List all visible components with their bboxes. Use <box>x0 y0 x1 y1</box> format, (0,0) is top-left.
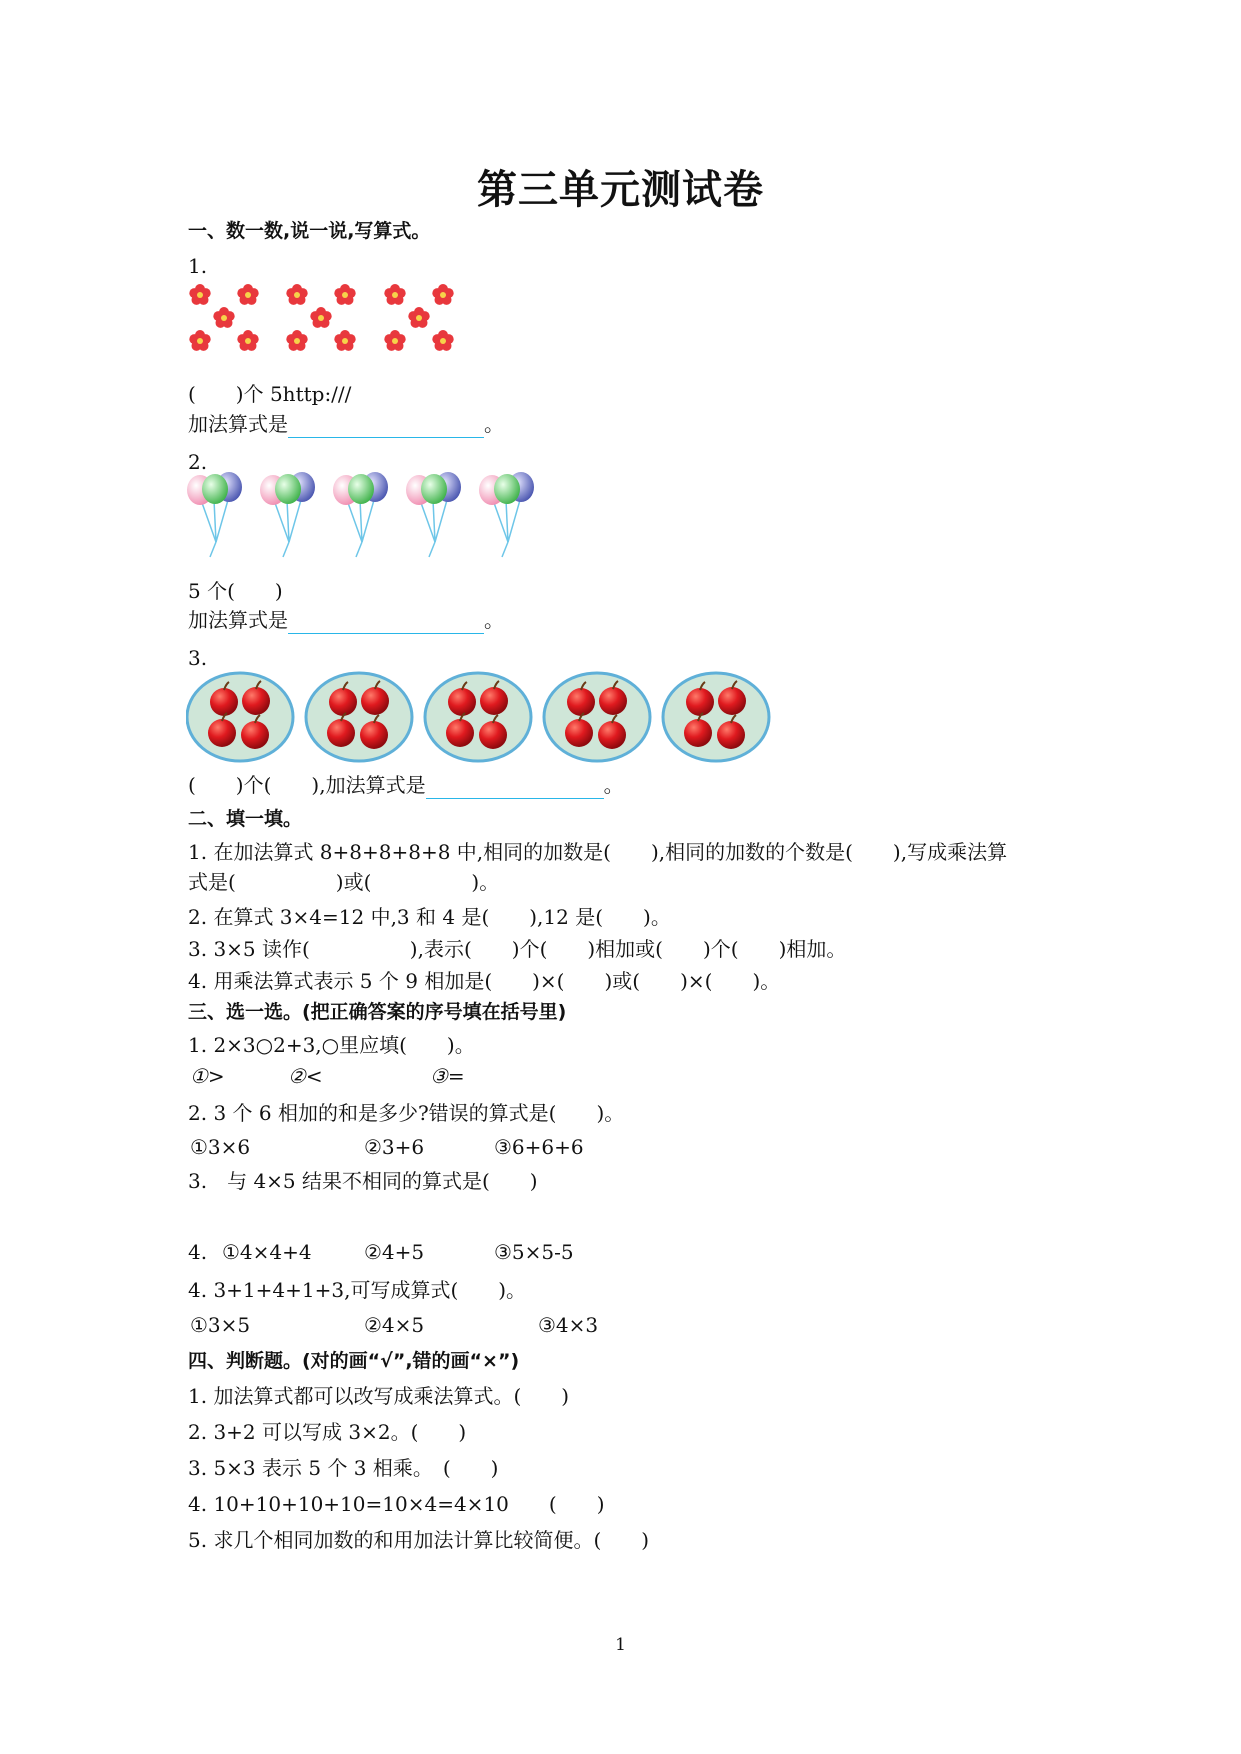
judge-item-3: 3. 5×3 表示 5 个 3 相乘。 ( ) <box>188 1456 499 1480</box>
choice-q2-option-2: ②3+6 <box>364 1135 425 1159</box>
fill-item-4: 4. 用乘法算式表示 5 个 9 相加是( )×( )或( )×( )。 <box>188 969 781 993</box>
fill-item-2: 2. 在算式 3×4=12 中,3 和 4 是( ),12 是( )。 <box>188 905 671 929</box>
q3-label: ( )个( ),加法算式是 <box>188 773 426 797</box>
q3-line <box>188 771 624 799</box>
q2-addition-line <box>188 606 504 634</box>
choice-q3-option-3: ③5×5-5 <box>494 1240 574 1264</box>
section-4-heading: 四、判断题。(对的画“√”,错的画“×”) <box>188 1350 520 1372</box>
fill-item-3: 3. 3×5 读作( ),表示( )个( )相加或( )个( )相加。 <box>188 937 847 961</box>
section-1-heading: 一、数一数,说一说,写算式。 <box>188 220 431 242</box>
flowers-image <box>186 280 466 360</box>
section-2-heading: 二、填一填。 <box>188 808 303 830</box>
choice-q3-option-1: ①4×4+4 <box>222 1240 312 1264</box>
page-title: 第三单元测试卷 <box>477 167 764 213</box>
choice-q1-option-1: ①> <box>190 1064 225 1088</box>
choice-q3: 3. 与 4×5 结果不相同的算式是( ) <box>188 1169 538 1193</box>
choice-q4-option-1: ①3×5 <box>190 1313 251 1337</box>
judge-item-4: 4. 10+10+10+10=10×4=4×10 ( ) <box>188 1492 605 1516</box>
choice-q2-option-3: ③6+6+6 <box>494 1135 584 1159</box>
choice-q1-option-2: ②< <box>288 1064 323 1088</box>
choice-q4-option-2: ②4×5 <box>364 1313 425 1337</box>
q2-number: 2. <box>188 450 208 474</box>
fill-item-1-cont: 式是( )或( )。 <box>188 870 500 894</box>
choice-q4-option-3: ③4×3 <box>538 1313 599 1337</box>
q1-count-line: ( )个 5http:/// <box>188 382 352 406</box>
q2-answer-blank[interactable] <box>288 611 484 634</box>
judge-item-2: 2. 3+2 可以写成 3×2。( ) <box>188 1420 467 1444</box>
choice-q2-option-1: ①3×6 <box>190 1135 251 1159</box>
q2-count-line: 5 个( ) <box>188 579 283 603</box>
q3-answer-blank[interactable] <box>426 776 604 799</box>
page-number: 1 <box>615 1635 626 1655</box>
choice-q3-prefix: 4. <box>188 1240 208 1264</box>
choice-q1: 1. 2×3○2+3,○里应填( )。 <box>188 1033 475 1057</box>
section-3-heading: 三、选一选。(把正确答案的序号填在括号里) <box>188 1001 567 1023</box>
q1-number: 1. <box>188 254 208 278</box>
choice-q2: 2. 3 个 6 相加的和是多少?错误的算式是( )。 <box>188 1101 625 1125</box>
q1-answer-blank[interactable] <box>288 415 484 438</box>
q1-addition-line <box>188 410 504 438</box>
q3-period: 。 <box>603 773 624 797</box>
q1-period: 。 <box>484 412 504 436</box>
q3-number: 3. <box>188 646 208 670</box>
q2-period: 。 <box>484 608 504 632</box>
judge-item-1: 1. 加法算式都可以改写成乘法算式。( ) <box>188 1384 570 1408</box>
choice-q1-option-3: ③= <box>430 1064 465 1088</box>
fill-item-1: 1. 在加法算式 8+8+8+8+8 中,相同的加数是( ),相同的加数的个数是( ),写成乘法算 <box>188 840 1008 864</box>
choice-q4: 4. 3+1+4+1+3,可写成算式( )。 <box>188 1278 527 1302</box>
balloons-image <box>186 472 556 560</box>
judge-item-5: 5. 求几个相同加数的和用加法计算比较简便。( ) <box>188 1528 650 1552</box>
q2-addition-label: 加法算式是 <box>188 608 288 632</box>
q1-addition-label: 加法算式是 <box>188 412 288 436</box>
apple-plates-image <box>186 670 776 766</box>
choice-q3-option-2: ②4+5 <box>364 1240 425 1264</box>
